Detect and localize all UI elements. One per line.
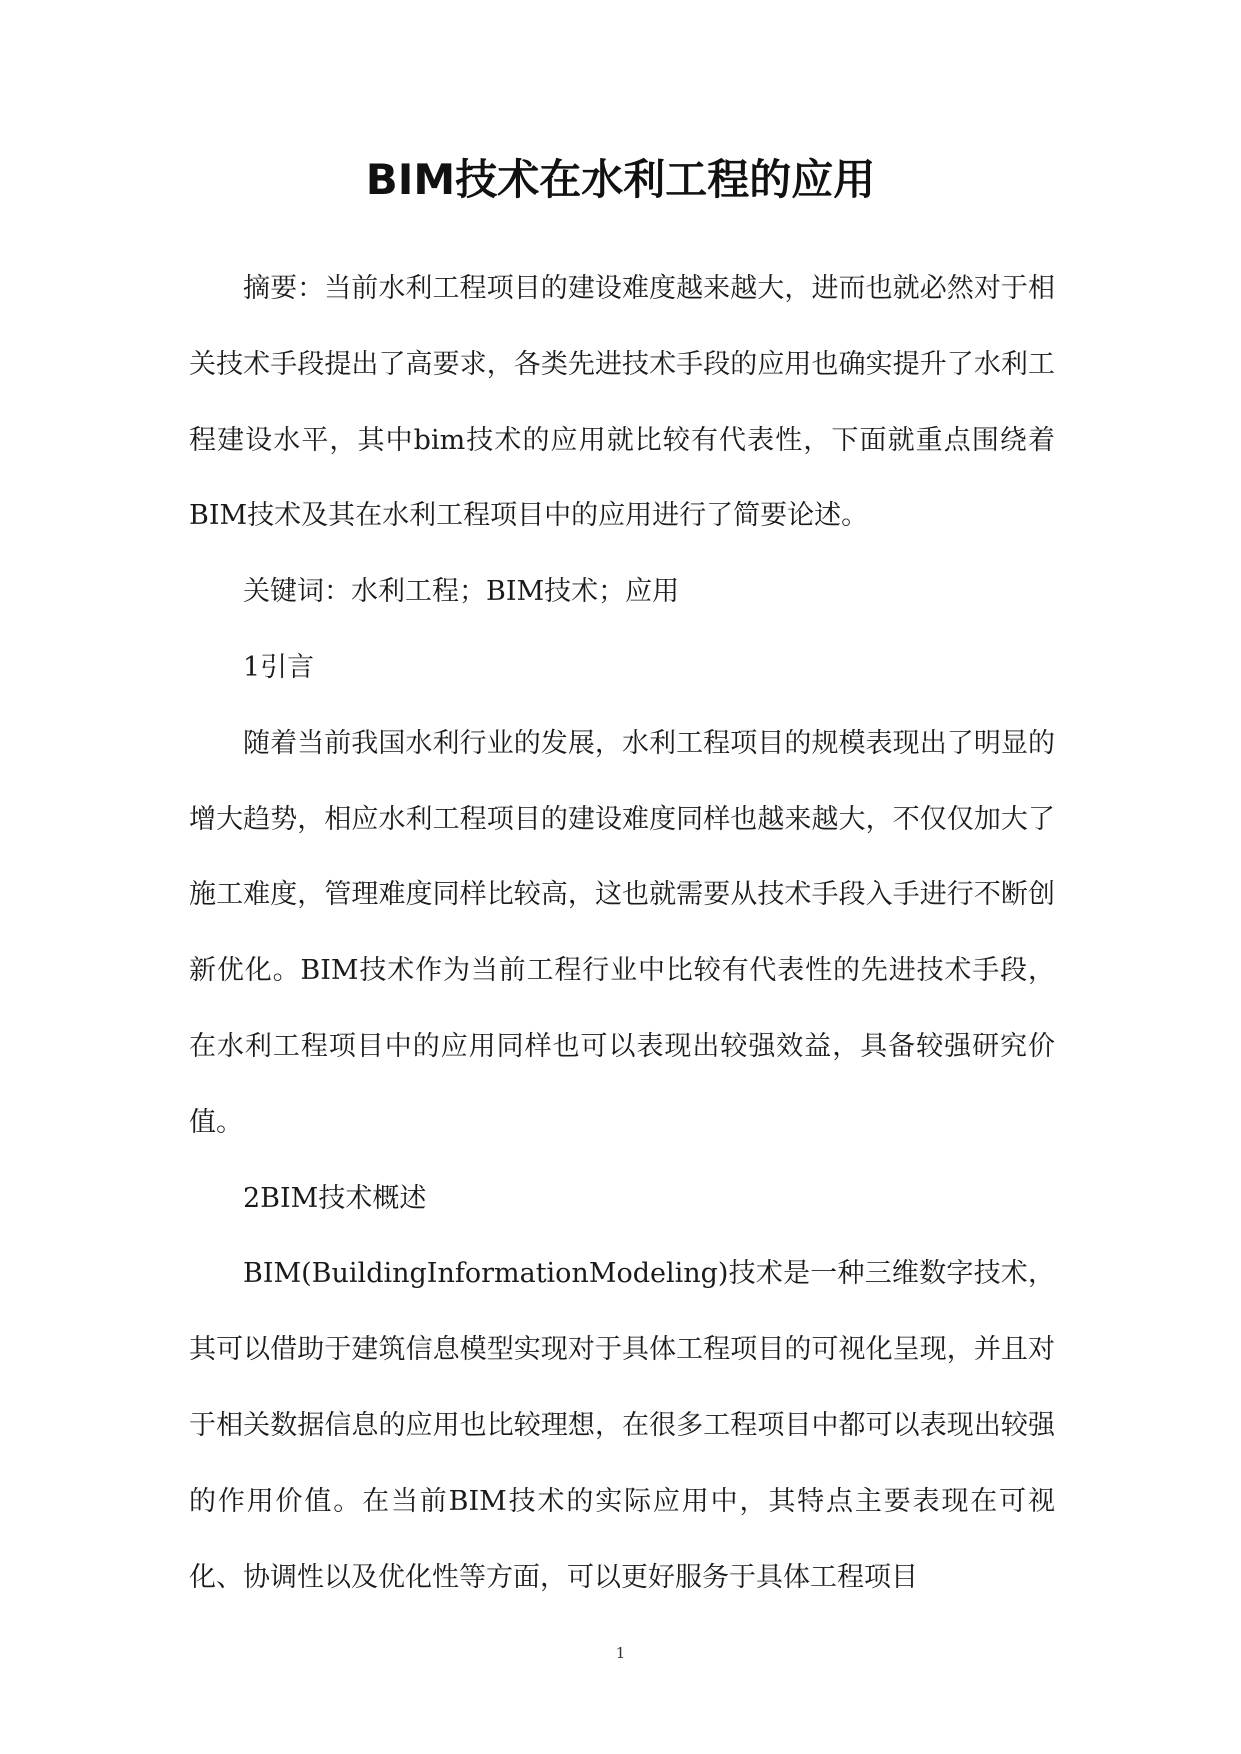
section-heading-bim-overview: 2BIM技术概述	[243, 1182, 427, 1214]
bim-overview-paragraph: BIM(BuildingInformationModeling)技术是一种三维数字技术，其可以借助于建筑信息模型实现对于具体工程项目的可视化呈现，并且对于相关数据信息的应用也比较理想，在很多工程项目中都可以表现出较强的作用价值。在当前BIM技术的实际应用中，其特点主要表现在可视化、协调性以及优化性等方面，可以更好服务于具体工程项目	[189, 1258, 1055, 1593]
document-title: BIM技术在水利工程的应用	[365, 155, 876, 204]
document-body	[189, 251, 1055, 1615]
abstract-paragraph: 摘要：当前水利工程项目的建设难度越来越大，进而也就必然对于相关技术手段提出了高要求，各类先进技术手段的应用也确实提升了水利工程建设水平，其中bim技术的应用就比较有代表性，下面就重点围绕着BIM技术及其在水利工程项目中的应用进行了简要论述。	[189, 273, 1055, 532]
introduction-paragraph: 随着当前我国水利行业的发展，水利工程项目的规模表现出了明显的增大趋势，相应水利工程项目的建设难度同样也越来越大，不仅仅加大了施工难度，管理难度同样比较高，这也就需要从技术手段入手进行不断创新优化。BIM技术作为当前工程行业中比较有代表性的先进技术手段，在水利工程项目中的应用同样也可以表现出较强效益，具备较强研究价值。	[189, 727, 1055, 1138]
section-heading-introduction: 1引言	[243, 651, 315, 683]
page-number: 1	[615, 1644, 626, 1662]
keywords-paragraph: 关键词：水利工程；BIM技术；应用	[243, 576, 680, 608]
